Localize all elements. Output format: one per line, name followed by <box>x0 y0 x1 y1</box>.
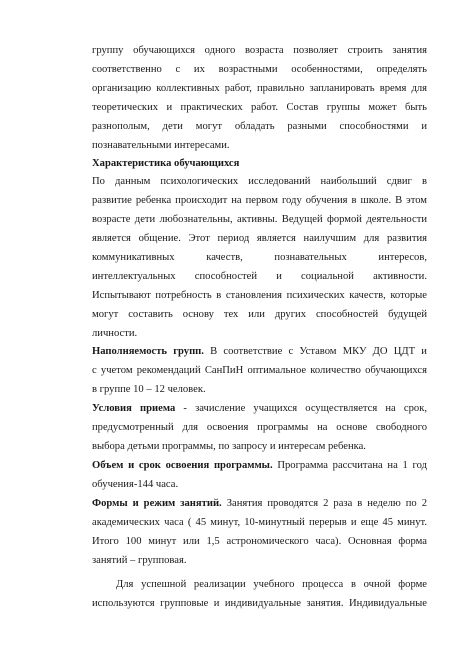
forms-line <box>92 497 427 510</box>
paragraph-line: коммуникативных качеств, познавательных интересов, <box>92 252 427 263</box>
section-heading: Наполняемость групп. <box>92 346 204 357</box>
paragraph-line: обучения-144 часа. <box>92 479 179 490</box>
paragraph-line: занятий – групповая. <box>92 555 187 566</box>
paragraph-line: Испытывают потребность в становления психических качеств, которые <box>92 290 427 301</box>
paragraph-line: является общение. Этот период является наилучшим для развития <box>92 233 427 244</box>
section-heading: Формы и режим занятий. <box>92 498 222 509</box>
group-size-line <box>92 345 427 358</box>
section-heading: Условия приема <box>92 403 176 414</box>
paragraph-line: возрасте дети любознательны, активны. Ведущей формой деятельности <box>92 214 427 225</box>
paragraph-text: Занятия проводятся 2 раза в неделю по 2 <box>226 498 427 509</box>
paragraph-line: предусмотренный для освоения программы на основе свободного <box>92 422 427 433</box>
paragraph-line: разнополым, дети могут обладать разными способностями и <box>92 121 427 132</box>
paragraph-line: выбора детьми программы, по запросу и интересам ребенка. <box>92 441 366 452</box>
paragraph-line: соответственно с их возрастными особенностями, определять <box>92 64 427 75</box>
paragraph-line: По данным психологических исследований наибольший сдвиг в <box>92 176 427 187</box>
paragraph-text: Программа рассчитана на 1 год <box>277 460 427 471</box>
paragraph-line: интеллектуальных способностей и социальной активности. <box>92 271 427 282</box>
paragraph-line: в группе 10 – 12 человек. <box>92 384 206 395</box>
admission-line <box>92 402 427 415</box>
paragraph-text: - зачисление учащихся осуществляется на срок, <box>183 403 427 414</box>
paragraph-line: могут составить основу тех или других способностей будущей <box>92 309 427 320</box>
paragraph-line: организацию коллективных работ, правильно запланировать время для <box>92 83 427 94</box>
paragraph-line: познавательными интересами. <box>92 140 230 151</box>
paragraph-text: В соответствие с Уставом МКУ ДО ЦДТ и <box>210 346 427 357</box>
paragraph-line: личности. <box>92 328 138 339</box>
paragraph-line: теоретических и практических работ. Состав группы может быть <box>92 102 427 113</box>
paragraph-line: академических часа ( 45 минут, 10-минутный перерыв и еще 45 минут. <box>92 517 427 528</box>
paragraph-line: Для успешной реализации учебного процесса в очной форме <box>116 579 427 590</box>
paragraph-line: используются групповые и индивидуальные занятия. Индивидуальные <box>92 598 427 609</box>
paragraph-line: Итого 100 минут или 1,5 астрономического часа). Основная форма <box>92 536 427 547</box>
section-heading: Характеристика обучающихся <box>92 158 240 169</box>
paragraph-line: группу обучающихся одного возраста позволяет строить занятия <box>92 45 427 56</box>
paragraph-line: развитие ребенка происходит на первом году обучения в школе. В этом <box>92 195 427 206</box>
paragraph-line: с учетом рекомендаций СанПиН оптимальное количество обучающихся <box>92 365 427 376</box>
section-heading: Объем и срок освоения программы. <box>92 460 273 471</box>
volume-line <box>92 459 427 472</box>
